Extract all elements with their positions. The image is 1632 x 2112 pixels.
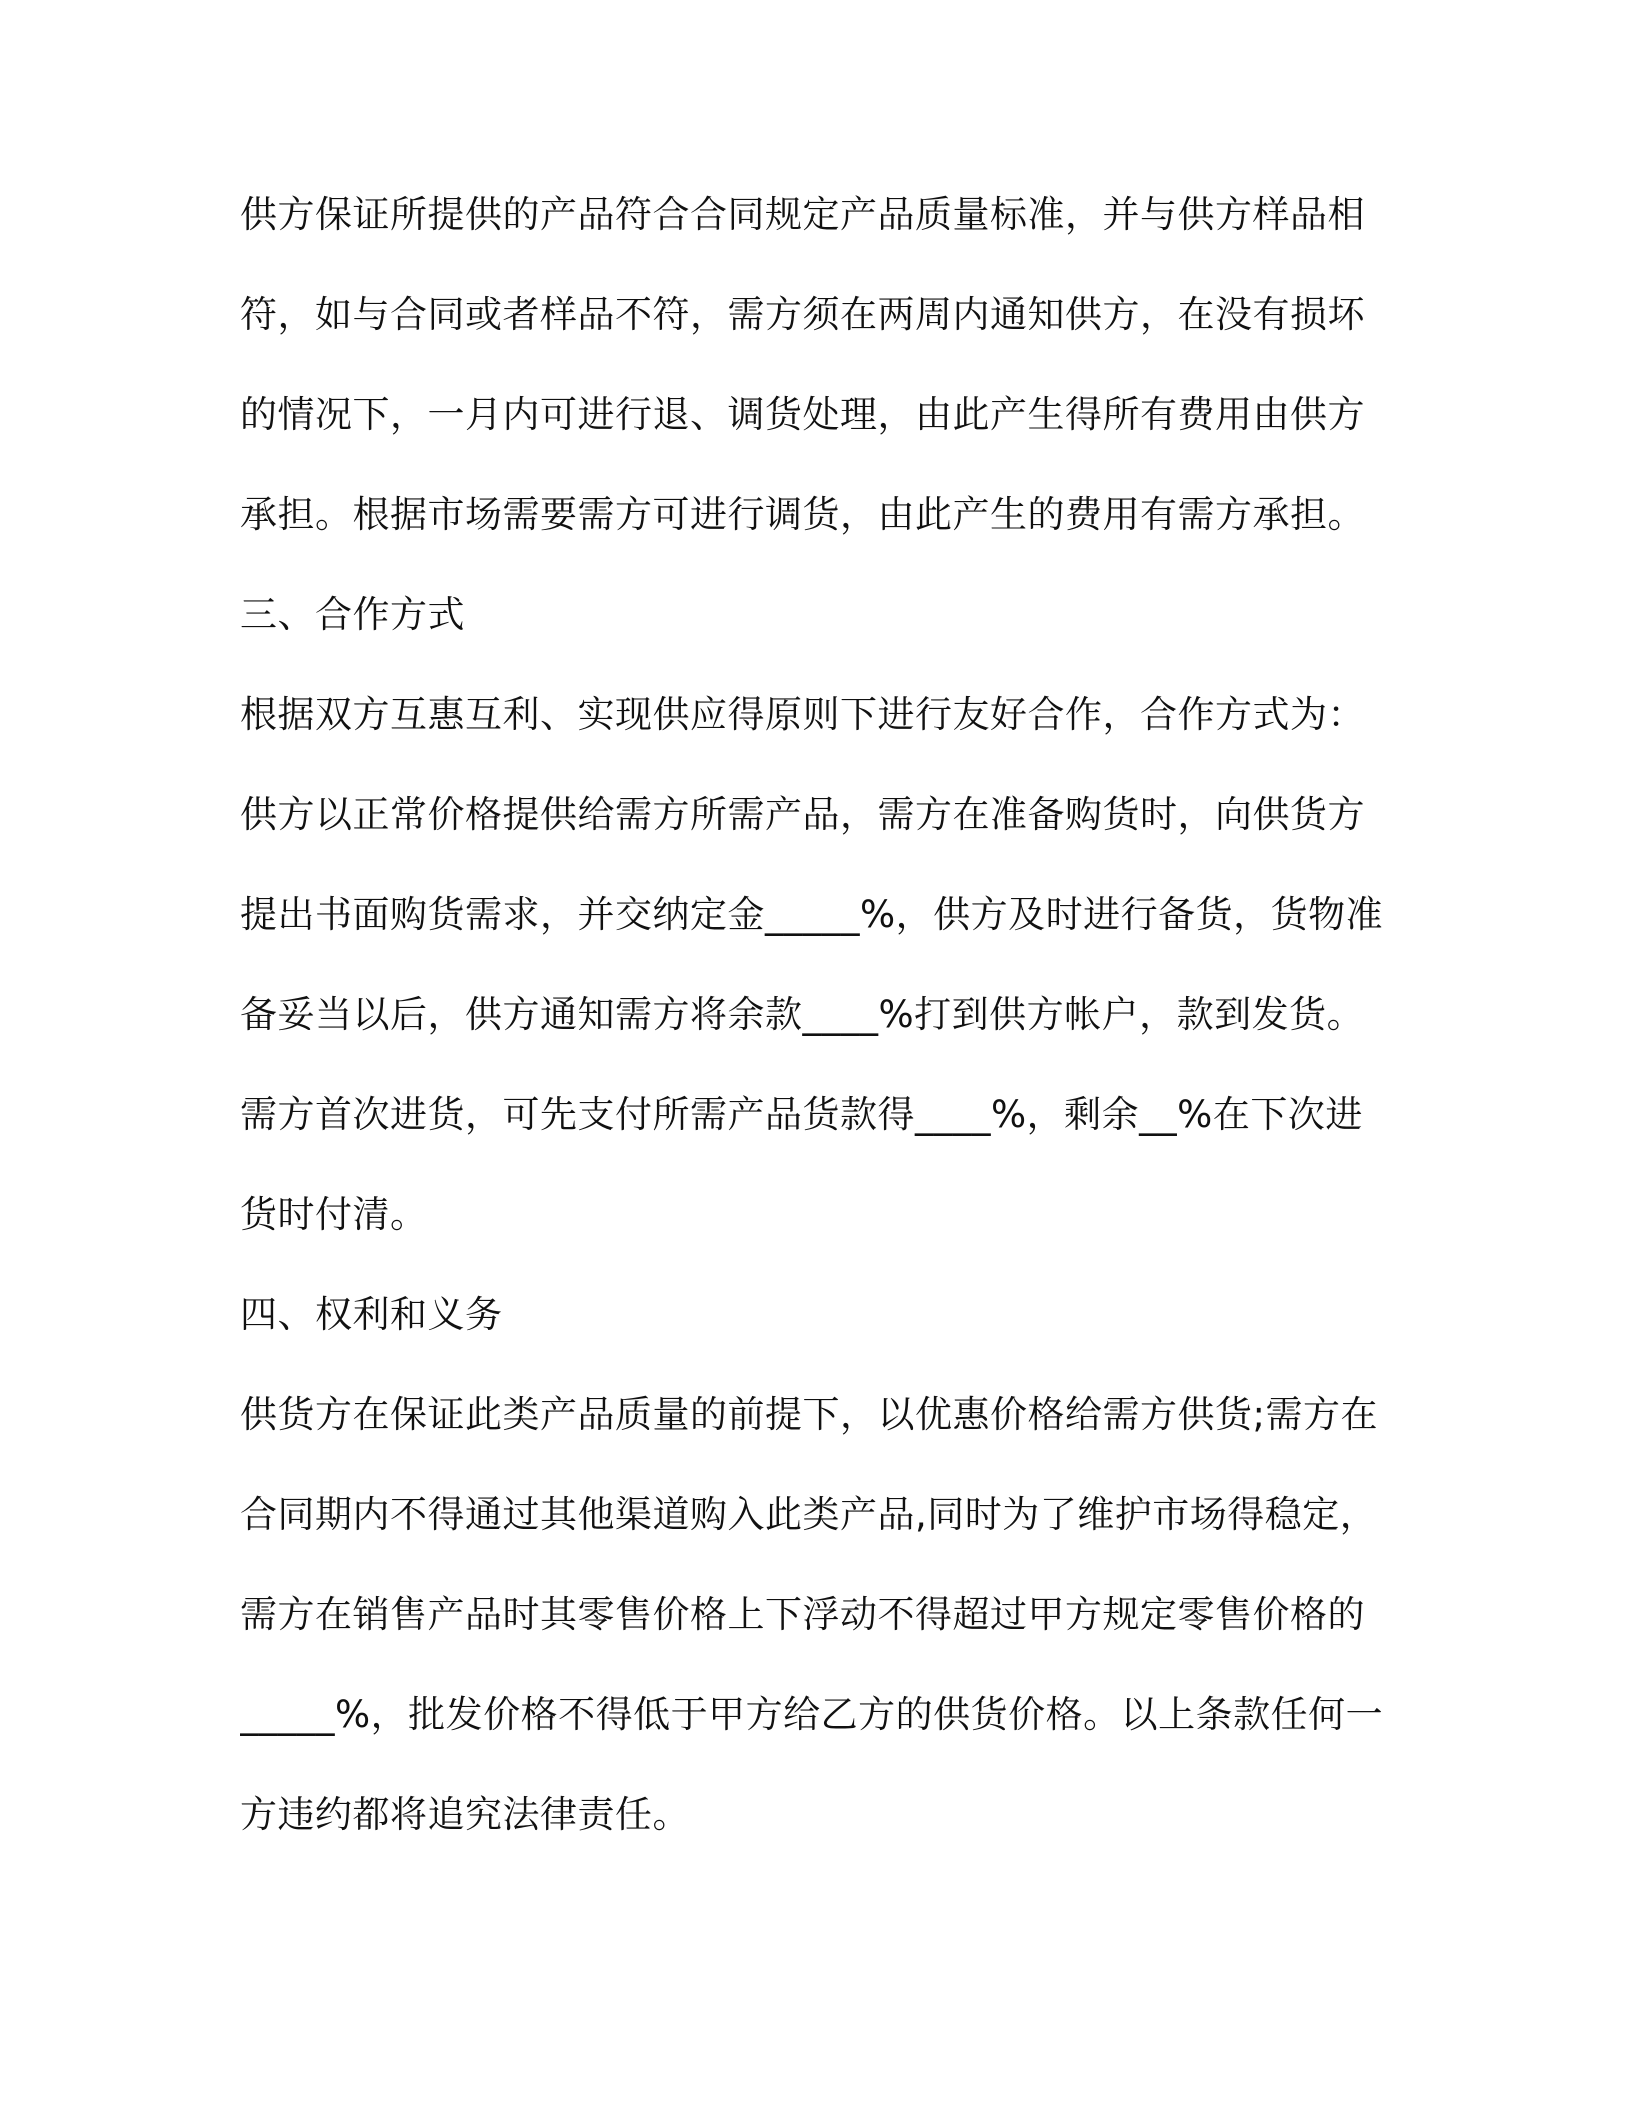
- body-line: 根据双方互惠互利、实现供应得原则下进行友好合作，合作方式为：: [240, 693, 1365, 736]
- body-line: 供方保证所提供的产品符合合同规定产品质量标准，并与供方样品相: [240, 193, 1365, 236]
- section-heading-cooperation: 三、合作方式: [240, 593, 465, 636]
- body-line: 供方以正常价格提供给需方所需产品，需方在准备购货时，向供货方: [240, 793, 1365, 836]
- body-line: 需方在销售产品时其零售价格上下浮动不得超过甲方规定零售价格的: [240, 1593, 1365, 1636]
- body-line: 方违约都将追究法律责任。: [240, 1793, 690, 1836]
- body-line: 合同期内不得通过其他渠道购入此类产品,同时为了维护市场得稳定，: [240, 1493, 1378, 1536]
- body-line: 承担。根据市场需要需方可进行调货，由此产生的费用有需方承担。: [240, 493, 1365, 536]
- body-line: 提出书面购货需求，并交纳定金_____%，供方及时进行备货，货物准: [240, 893, 1384, 936]
- body-line: 供货方在保证此类产品质量的前提下，以优惠价格给需方供货;需方在: [240, 1393, 1378, 1436]
- body-line: _____%，批发价格不得低于甲方给乙方的供货价格。以上条款任何一: [240, 1693, 1384, 1736]
- body-line: 货时付清。: [240, 1193, 428, 1236]
- section-heading-rights: 四、权利和义务: [240, 1293, 503, 1336]
- body-line: 需方首次进货，可先支付所需产品货款得____%，剩余__%在下次进: [240, 1093, 1363, 1136]
- body-line: 备妥当以后，供方通知需方将余款____%打到供方帐户，款到发货。: [240, 993, 1365, 1036]
- body-line: 的情况下，一月内可进行退、调货处理，由此产生得所有费用由供方: [240, 393, 1365, 436]
- body-line: 符，如与合同或者样品不符，需方须在两周内通知供方，在没有损坏: [240, 293, 1365, 336]
